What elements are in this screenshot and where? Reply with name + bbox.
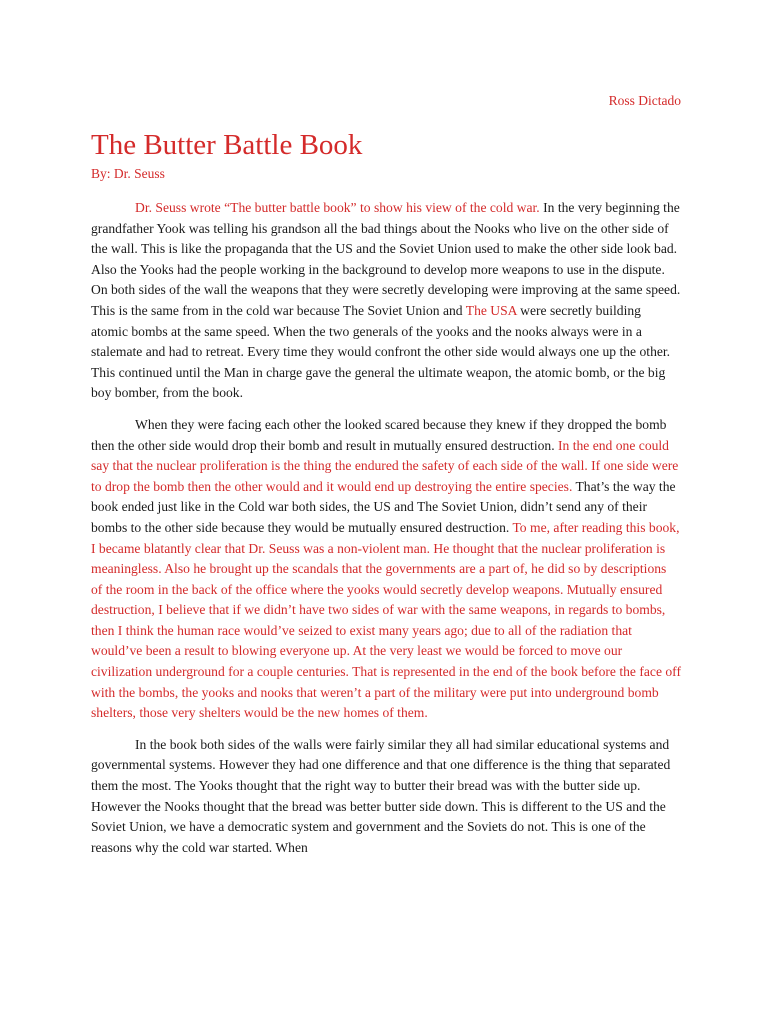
text-run: In the very beginning the grandfather Yook was telling his grandson all the bad things about the Nooks who live on the other side of the wall. This is like the propaganda that the US and the Soviet Union used to make the other side look bad. Also the Yooks had the people working in the background to develop more weapons to use in the dispute. On both sides of the wall the weapons that they were secretly developing were improving at the same speed. This is the same from in the cold war because The Soviet Union and [91,200,681,318]
paragraph-1 [91,198,681,404]
text-run: The USA [465,302,517,318]
text-run: were secretly building atomic bombs at the same speed. When the two generals of the yooks and the nooks always were in a stalemate and had to retreat. Every time they would confront the other side would always one up the other. This continued until the Man in charge gave the general the ultimate weapon, the atomic bomb, or the big boy bomber, from the book. [91,302,671,401]
paragraph-3 [91,735,681,859]
author-name: Ross Dictado [608,93,681,108]
byline: By: Dr. Seuss [91,166,165,181]
document-body [91,198,681,869]
text-run: Dr. Seuss wrote “The butter battle book” to show his view of the cold war. [135,200,540,215]
text-run: That’s the way the book ended just like in the Cold war both sides, the US and The Soviet Union, didn’t send any of their bombs to the other side because they would be mutually ensured destruction. [91,478,676,535]
text-run: In the end one could say that the nuclear proliferation is the thing the endured the safety of each side of the wall. If one side were to drop the bomb then the other would and it would end up destroying the entire species. [91,437,679,494]
paragraph-2 [91,415,681,724]
text-run: In the book both sides of the walls were fairly similar they all had similar educational systems and governmental systems. However they had one difference and that one difference is the thing that separated them the most. The Yooks thought that the right way to butter their bread was with the butter side up. However the Nooks thought that the bread was better butter side down. This is different to the US and the Soviet Union, we have a democratic system and government and the Soviets do not. This is one of the reasons why the cold war started. When [91,736,671,855]
text-run: When they were facing each other the looked scared because they knew if they dropped the bomb then the other side would drop their bomb and result in mutually ensured destruction. [91,416,667,453]
text-run: To me, after reading this book, I became blatantly clear that Dr. Seuss was a non-violent man. He thought that the nuclear proliferation is meaningless. Also he brought up the scandals that the governments are a part of, he did so by descriptions of the room in the back of the office where the yooks would secretly develop weapons. Mutually ensured destruction, I believe that if we didn’t have two sides of war with the same weapons, in regards to bombs, then I think the human race would’ve seized to exist many years ago; due to all of the radiation that would’ve been a result to blowing everyone up. At the very least we would be forced to move our civilization underground for a couple centuries. That is represented in the end of the book before the face off with the bombs, the yooks and nooks that weren’t a part of the military were put into underground bomb shelters, those very shelters would be the new homes of them. [91,519,681,721]
document-title: The Butter Battle Book [91,129,363,161]
